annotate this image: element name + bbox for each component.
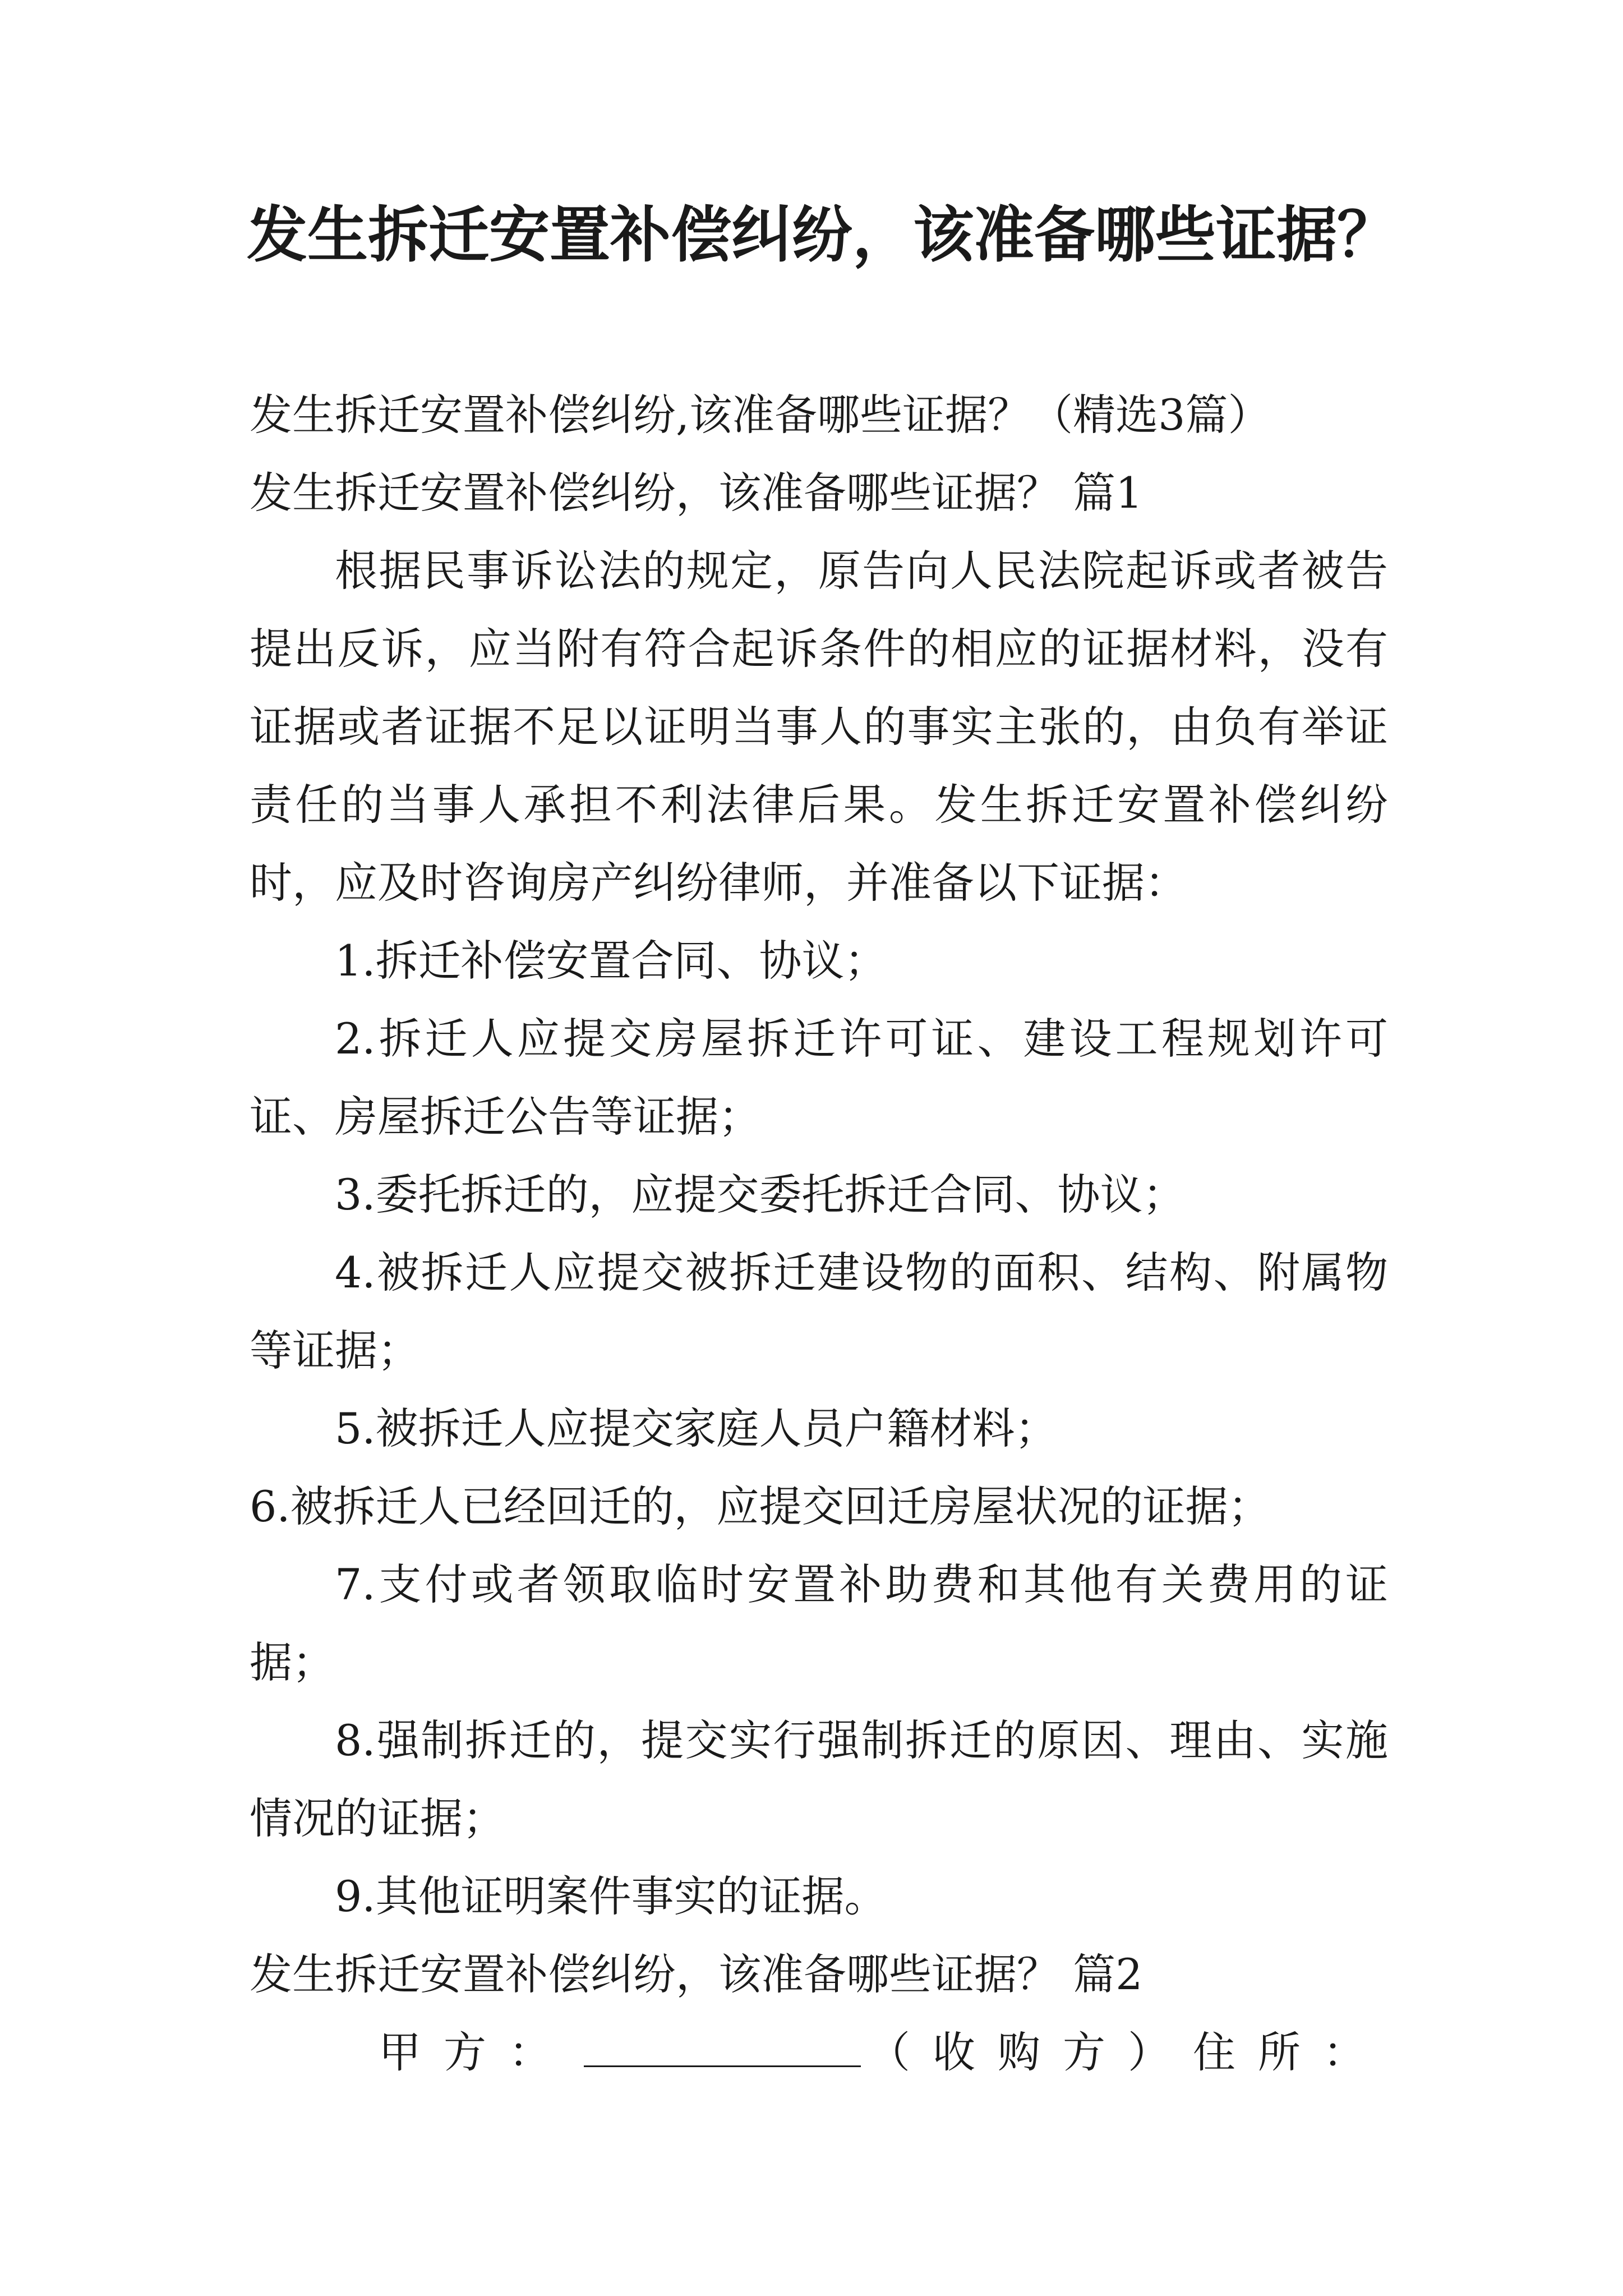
- list-item-3: 3.委托拆迁的，应提交委托拆迁合同、协议；: [335, 1170, 1186, 1220]
- document-body: [250, 376, 1388, 2091]
- party-a-blank-field: [584, 2032, 861, 2067]
- list-item-4: 4.被拆迁人应提交被拆迁建设物的面积、结构、附属物等证据；: [250, 1248, 1388, 1375]
- list-item-5: 5.被拆迁人应提交家庭人员户籍材料；: [335, 1404, 1058, 1453]
- document-title: 发生拆迁安置补偿纠纷，该准备哪些证据？: [247, 200, 1398, 270]
- party-a-label: 甲方：: [379, 2027, 574, 2077]
- list-item-9: 9.其他证明案件事实的证据。: [335, 1871, 887, 1921]
- list-item-6: 6.被拆迁人已经回迁的，应提交回迁房屋状况的证据；: [250, 1481, 1271, 1531]
- intro-line: 发生拆迁安置补偿纠纷,该准备哪些证据？（精选3篇）: [250, 390, 1271, 440]
- section2-heading: 发生拆迁安置补偿纠纷，该准备哪些证据？ 篇2: [250, 1949, 1143, 1999]
- section1-paragraph: 根据民事诉讼法的规定，原告向人民法院起诉或者被告提出反诉，应当附有符合起诉条件的相应的证据材料，没有证据或者证据不足以证明当事人的事实主张的，由负有举证责任的当事人承担不利法律后果。发生拆迁安置补偿纠纷时，应及时咨询房产纠纷律师，并准备以下证据：: [250, 546, 1388, 908]
- party-a-line: [250, 2013, 1388, 2091]
- list-item-7: 7.支付或者领取临时安置补助费和其他有关费用的证据；: [250, 1559, 1388, 1687]
- list-item-2: 2.拆迁人应提交房屋拆迁许可证、建设工程规划许可证、房屋拆迁公告等证据；: [250, 1014, 1388, 1142]
- list-item-1: 1.拆迁补偿安置合同、协议；: [335, 936, 887, 986]
- party-a-role: （收购方）住所：: [868, 2027, 1388, 2077]
- section1-heading: 发生拆迁安置补偿纠纷，该准备哪些证据？ 篇1: [250, 468, 1143, 518]
- list-item-8: 8.强制拆迁的，提交实行强制拆迁的原因、理由、实施情况的证据；: [250, 1715, 1388, 1843]
